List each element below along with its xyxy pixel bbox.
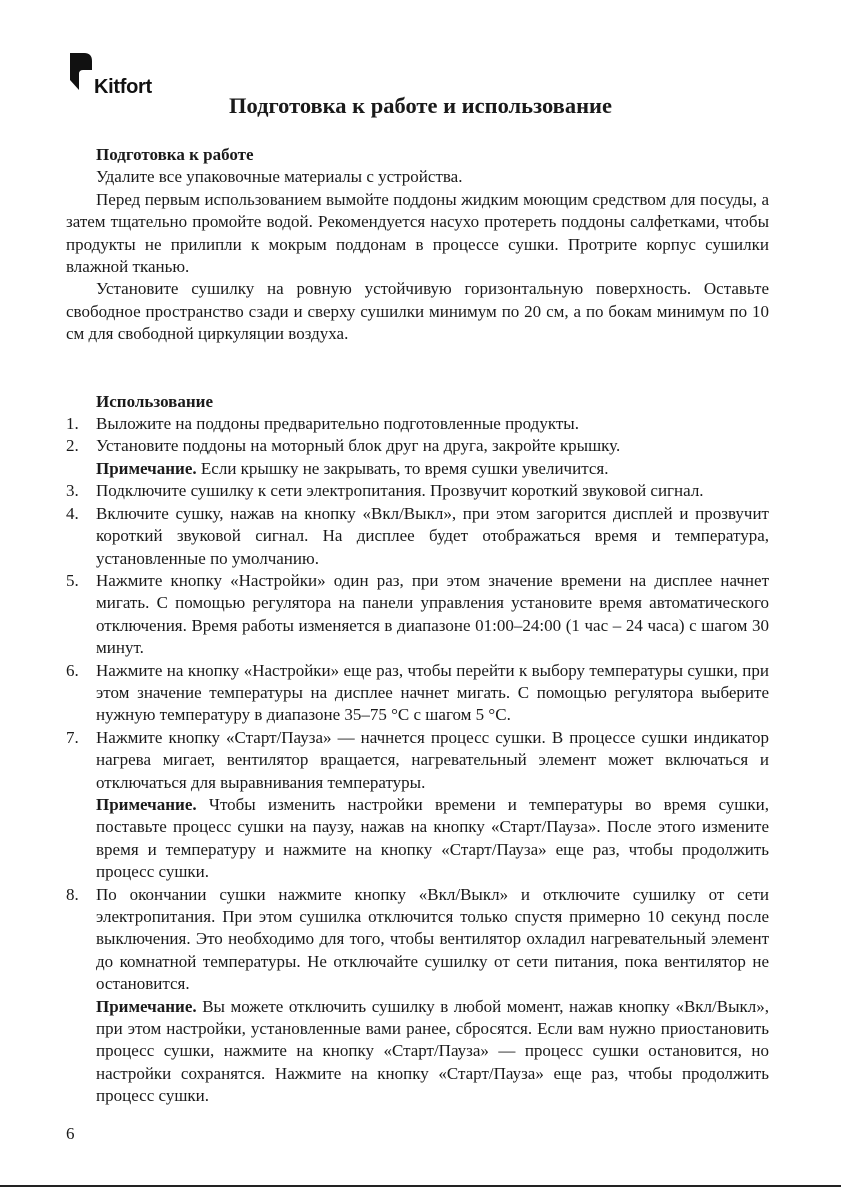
page-number: 6 — [66, 1124, 75, 1143]
list-item — [66, 413, 769, 435]
paragraph: Удалите все упаковочные материалы с устройства. — [96, 167, 463, 187]
list-item-number: 7. — [66, 727, 79, 747]
note-text: Чтобы изменить настройки времени и температуры во время сушки, поставьте процесс сушки на паузу, нажав на кнопку «Старт/Пауза». После этого измените время и температуру и нажмите на кнопку «Старт/Пауза» еще раз, чтобы продолжить процесс сушки. — [96, 794, 770, 882]
footer-rule — [0, 1185, 841, 1187]
list-item-number: 4. — [66, 503, 79, 523]
note-text: Если крышку не закрывать, то время сушки увеличится. — [200, 458, 609, 478]
note-text: Вы можете отключить сушилку в любой момент, нажав кнопку «Вкл/Выкл», при этом настройки, установленные вами ранее, сбросятся. Если вам нужно приостановить процесс сушки, нажмите на кнопку «Старт/Пауза» — процесс сушки остановится, но настройки сохранятся. Нажмите на кнопку «Старт/Пауза» еще раз, чтобы продолжить процесс сушки. — [96, 996, 770, 1106]
list-item-number: 6. — [66, 660, 79, 680]
list-item-text: Нажмите кнопку «Старт/Пауза» — начнется процесс сушки. В процессе сушки индикатор нагрева мигает, вентилятор вращается, нагревательный элемент может включаться и отключаться для выравнивания температуры. — [96, 727, 769, 792]
list-item — [66, 727, 769, 884]
list-item-number: 2. — [66, 436, 79, 456]
note — [96, 794, 769, 884]
list-item-text: Выложите на поддоны предварительно подготовленные продукты. — [96, 414, 579, 434]
logo-wordmark: Kitfort — [94, 76, 152, 98]
list-item-text: Нажмите кнопку «Настройки» один раз, при этом значение времени на дисплее начнет мигать. С помощью регулятора на панели управления установите время автоматического отключения. Время работы изменяется в диапазоне 01:00–24:00 (1 час – 24 часа) с шагом 30 минут. — [96, 570, 769, 658]
document-body — [66, 144, 769, 1108]
note — [96, 458, 769, 480]
list-item-text: Установите поддоны на моторный блок друг на друга, закройте крышку. — [96, 436, 621, 456]
page-title: Подготовка к работе и использование — [228, 93, 612, 118]
list-item-text: Включите сушку, нажав на кнопку «Вкл/Выкл», при этом загорится дисплей и прозвучит короткий звуковой сигнал. На дисплее будет отображаться время и температура, установленные по умолчанию. — [96, 503, 769, 568]
list-item — [66, 503, 769, 570]
list-item-number: 8. — [66, 884, 79, 904]
list-item-number: 5. — [66, 570, 79, 590]
instructions-list — [66, 413, 769, 1108]
note-label: Примечание. — [96, 996, 197, 1016]
list-item — [66, 570, 769, 660]
list-item-number: 1. — [66, 414, 79, 434]
kitfort-logo-mark-icon — [66, 50, 96, 96]
list-item — [66, 660, 769, 727]
list-item-text: По окончании сушки нажмите кнопку «Вкл/Выкл» и отключите сушилку от сети электропитания. При этом сушилка отключится только спустя примерно 10 секунд после выключения. Это необходимо для того, чтобы вентилятор охладил нагревательный элемент до комнатной температуры. Не отключайте сушилку от сети питания, пока вентилятор не остановится. — [96, 884, 769, 994]
note — [96, 996, 769, 1108]
list-item — [66, 435, 769, 480]
note-label: Примечание. — [96, 458, 197, 478]
list-item — [66, 480, 769, 502]
list-item — [66, 884, 769, 1108]
paragraph: Установите сушилку на ровную устойчивую горизонтальную поверхность. Оставьте свободное пространство сзади и сверху сушилки минимум по 20 см, а по бокам минимум по 10 см для свободной циркуляции воздуха. — [66, 279, 769, 344]
list-item-text: Подключите сушилку к сети электропитания. Прозвучит короткий звуковой сигнал. — [96, 481, 704, 501]
list-item-text: Нажмите на кнопку «Настройки» еще раз, чтобы перейти к выбору температуры сушки, при этом значение температуры на дисплее начнет мигать. С помощью регулятора выберите нужную температуру в диапазоне 35–75 °С с шагом 5 °С. — [96, 660, 769, 725]
note-label: Примечание. — [96, 794, 197, 814]
section-heading-usage: Использование — [96, 391, 213, 411]
paragraph: Перед первым использованием вымойте поддоны жидким моющим средством для посуды, а затем тщательно промойте водой. Рекомендуется насухо протереть поддоны салфетками, чтобы продукты не прилипли к мокрым поддонам в процессе сушки. Протрите корпус сушилки влажной тканью. — [66, 189, 769, 277]
section-heading-preparation: Подготовка к работе — [96, 145, 254, 164]
list-item-number: 3. — [66, 481, 79, 501]
